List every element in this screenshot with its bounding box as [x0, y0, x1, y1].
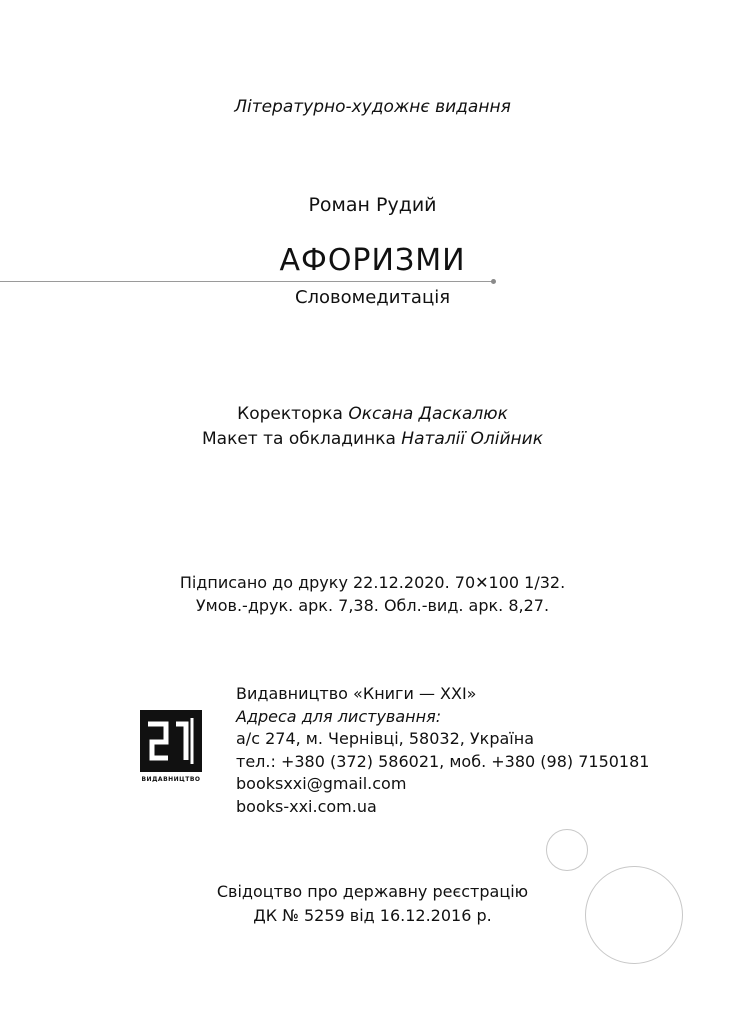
- publisher-address: а/с 274, м. Чернівці, 58032, Україна: [236, 729, 534, 748]
- corrector-label: Коректорка: [237, 404, 343, 424]
- registration-line1: Свідоцтво про державну реєстрацію: [216, 882, 529, 901]
- publisher-block: [236, 683, 649, 818]
- print-info-block: [0, 571, 745, 617]
- corrector-name: Оксана Даскалюк: [348, 404, 508, 424]
- author-name: Роман Рудий: [308, 194, 437, 216]
- publisher-name: Видавництво «Книги — XXI»: [236, 684, 477, 703]
- title-divider: [0, 281, 494, 282]
- decorative-circle-large: [585, 866, 683, 964]
- print-info-line1: Підписано до друку 22.12.2020. 70✕100 1/32.: [179, 573, 566, 592]
- book-title: АФОРИЗМИ: [279, 243, 466, 278]
- registration-line2: ДК № 5259 від 16.12.2016 р.: [253, 906, 492, 925]
- logo-caption: ВИДАВНИЦТВО: [141, 776, 201, 783]
- publisher-phones: тел.: +380 (372) 586021, моб. +380 (98) 7150181: [236, 751, 650, 771]
- publisher-logo: [140, 710, 208, 784]
- corrector-line: [0, 402, 745, 427]
- layout-line: [0, 427, 745, 452]
- layout-name: Наталії Олійник: [401, 429, 543, 449]
- print-info-line2: Умов.-друк. арк. 7,38. Обл.-вид. арк. 8,27.: [195, 596, 550, 615]
- divider-dot: [491, 279, 496, 284]
- address-label: Адреса для листування:: [236, 706, 442, 726]
- publisher-website[interactable]: books-xxi.com.ua: [236, 796, 377, 816]
- book-subtitle: Словомедитація: [294, 287, 451, 308]
- layout-label: Макет та обкладинка: [202, 429, 396, 449]
- decorative-circle-small: [546, 829, 588, 871]
- credits-block: [0, 402, 745, 452]
- edition-type: Літературно-художнє видання: [234, 97, 511, 117]
- publisher-email[interactable]: booksxxi@gmail.com: [236, 774, 407, 793]
